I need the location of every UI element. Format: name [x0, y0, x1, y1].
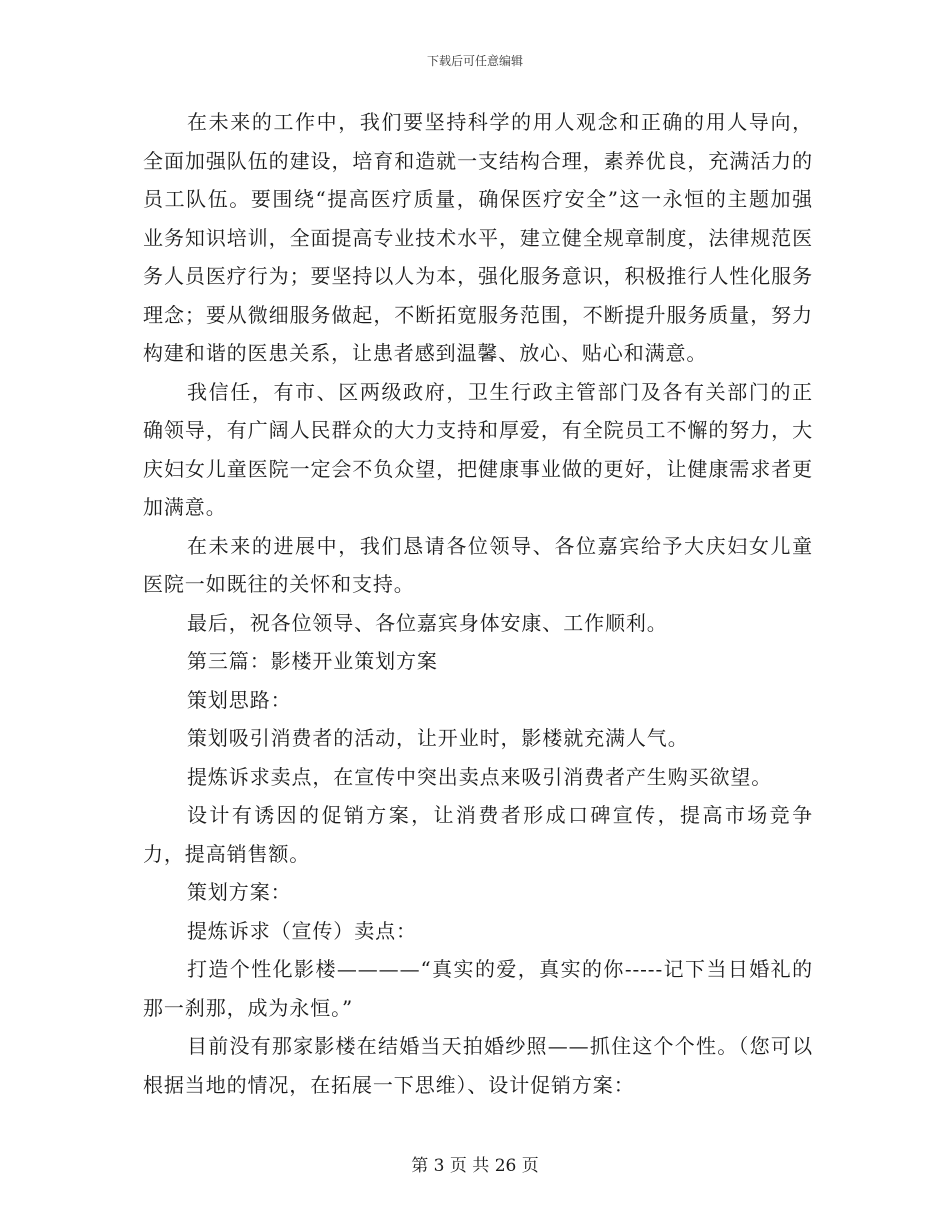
paragraph-4: 最后，祝各位领导、各位嘉宾身体安康、工作顺利。 [187, 610, 668, 635]
paragraph-11: 提炼诉求（宣传）卖点： [187, 918, 417, 943]
footer-total-pages: 26 [494, 1156, 517, 1176]
paragraph-12: 打造个性化影楼————“真实的爱，真实的你-----记下当日婚礼的那一刹那，成为永恒。” [143, 957, 813, 1020]
paragraph-1: 在未来的工作中，我们要坚持科学的用人观念和正确的用人导向，全面加强队伍的建设，培育和造就一支结构合理，素养优良，充满活力的员工队伍。要围绕“提高医疗质量，确保医疗安全”这一永恒的主题加强业务知识培训，全面提高专业技术水平，建立健全规章制度，法律规范医务人员医疗行为；要坚持以人为本，强化服务意识，积极推行人性化服务理念；要从微细服务做起，不断拓宽服务范围，不断提升服务质量，努力构建和谐的医患关系，让患者感到温馨、放心、贴心和满意。 [143, 110, 813, 365]
paragraph-7: 策划吸引消费者的活动，让开业时，影楼就充满人气。 [187, 726, 689, 750]
section-heading: 第三篇：影楼开业策划方案 [187, 649, 438, 673]
paragraph-9: 设计有诱因的促销方案，让消费者形成口碑宣传，提高市场竞争力，提高销售额。 [143, 803, 813, 866]
paragraph-6: 策划思路： [187, 687, 292, 712]
paragraph-2: 我信任，有市、区两级政府，卫生行政主管部门及各有关部门的正确领导，有广阔人民群众的大力支持和厚爱，有全院员工不懈的努力，大庆妇女儿童医院一定会不负众望，把健康事业做的更好，让健康需求者更加满意。 [143, 379, 813, 519]
footer-current-page: 3 [433, 1156, 445, 1176]
page-footer [0, 1154, 950, 1178]
paragraph-3: 在未来的进展中，我们恳请各位领导、各位嘉宾给予大庆妇女儿童医院一如既往的关怀和支持。 [143, 533, 813, 596]
document-body [143, 103, 813, 1104]
footer-suffix: 页 [521, 1156, 539, 1176]
page-header: 下载后可任意编辑 [426, 54, 523, 68]
paragraph-13: 目前没有那家影楼在结婚当天拍婚纱照——抓住这个个性。（您可以根据当地的情况，在拓展一下思维）、设计促销方案： [143, 1034, 813, 1097]
paragraph-10: 策划方案： [187, 880, 292, 904]
footer-middle: 页 共 [449, 1156, 490, 1176]
footer-prefix: 第 [411, 1156, 429, 1176]
paragraph-8: 提炼诉求卖点，在宣传中突出卖点来吸引消费者产生购买欲望。 [187, 764, 773, 789]
